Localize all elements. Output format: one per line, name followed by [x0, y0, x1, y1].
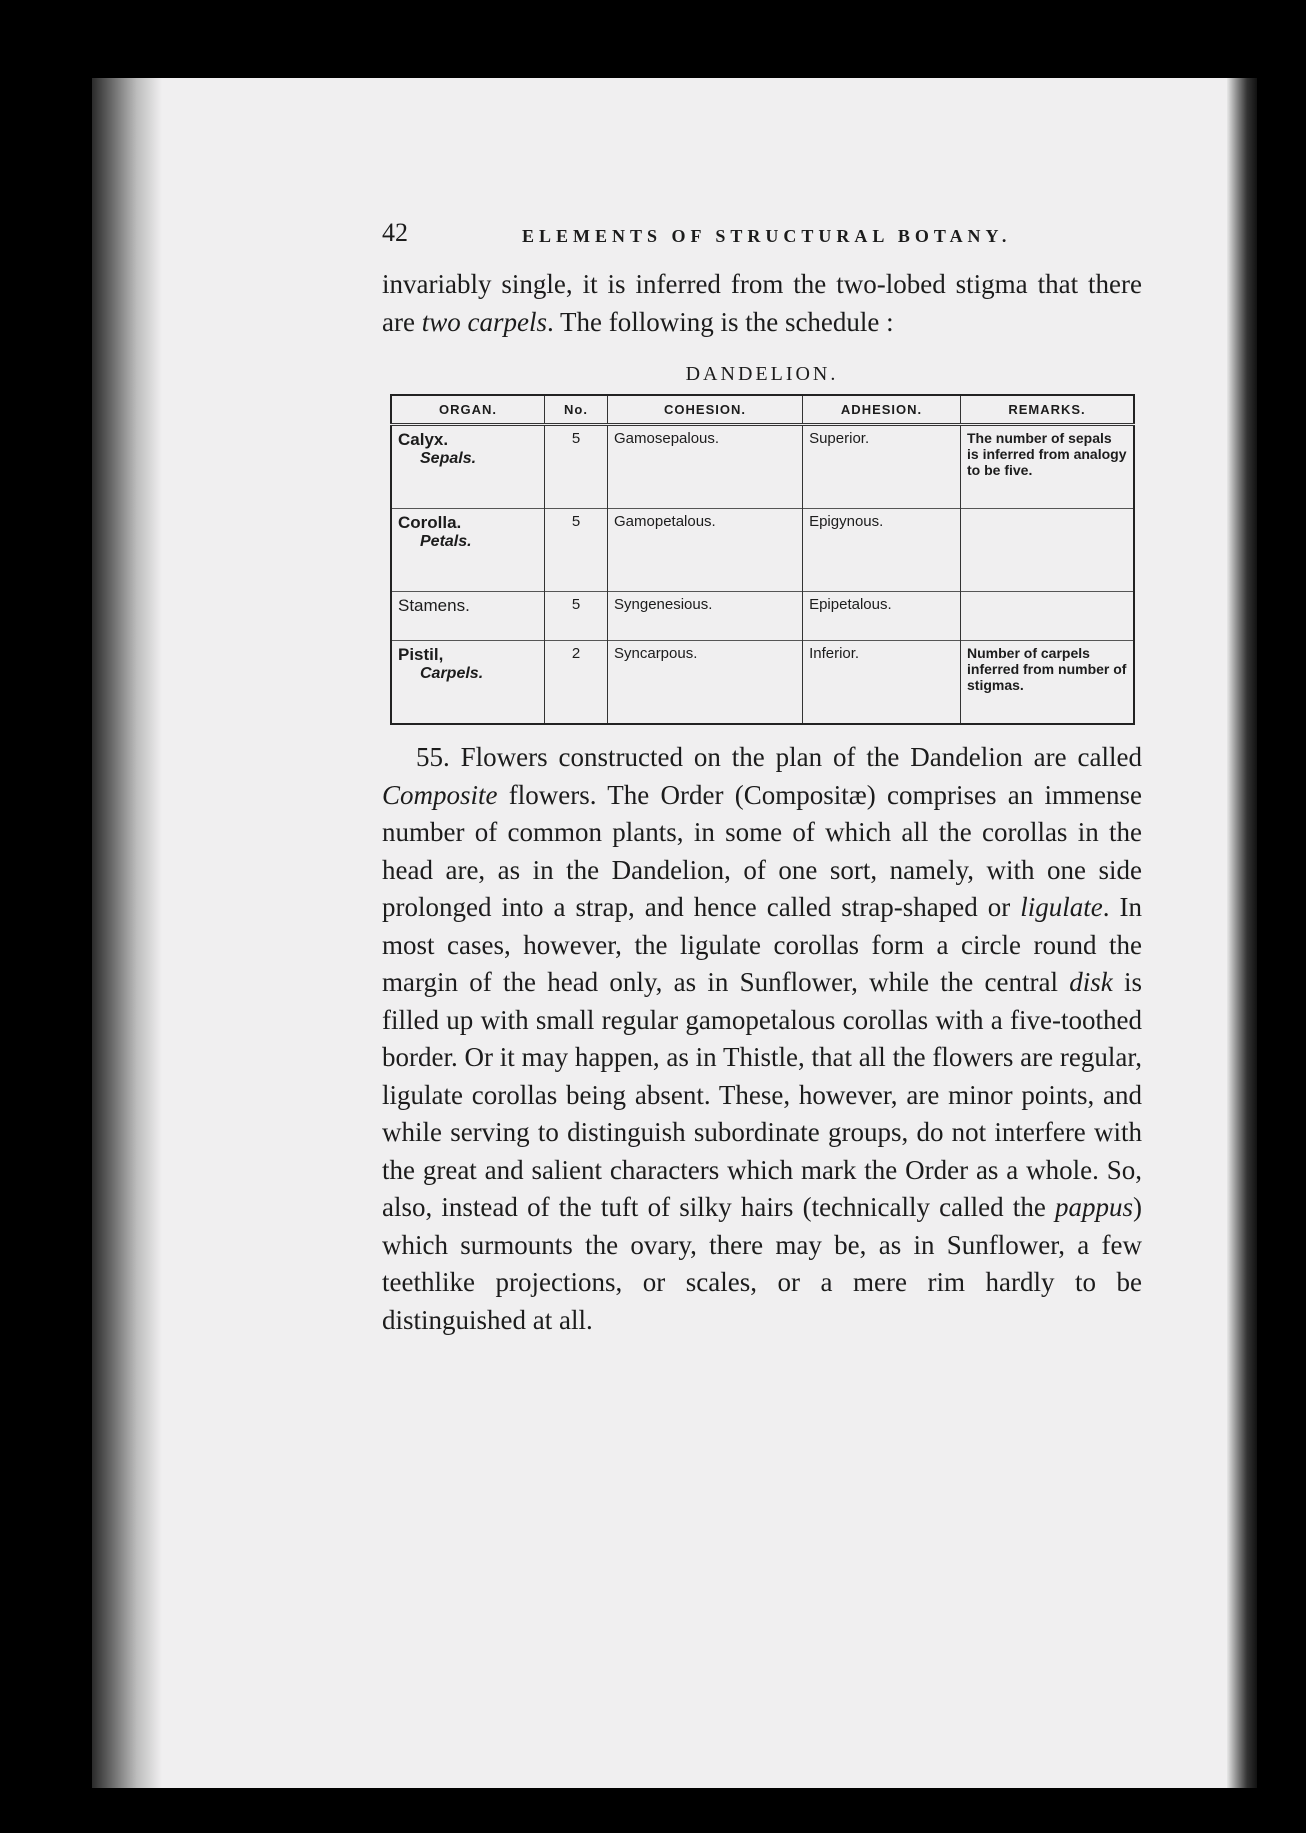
page-number: 42 — [382, 218, 408, 247]
intro-emphasis: two carpels — [421, 306, 547, 337]
adhesion-cell: Epipetalous. — [803, 592, 961, 641]
organ-part: Petals. — [420, 533, 472, 550]
page-edge-shadow — [1227, 78, 1257, 1788]
paragraph-text: 55. Flowers constructed on the plan of the Dandelion are called — [416, 742, 1142, 772]
organ-name: Calyx. — [398, 430, 449, 449]
table-row — [391, 425, 1134, 509]
paragraph-emphasis: pappus — [1054, 1192, 1133, 1222]
remarks-cell: The number of sepals is inferred from analogy to be five. — [961, 425, 1135, 509]
number-cell: 5 — [545, 425, 608, 509]
table-header-row — [391, 395, 1134, 425]
remarks-cell — [961, 592, 1135, 641]
paragraph-text: flowers. The Order (Compositæ) comprises an immense number of common plants, in some of which all the corollas in the head are, as in the Dandelion, of one sort, namely, with one side prolonged into a strap, and hence called strap-shaped or — [382, 779, 1142, 922]
paragraph-emphasis: disk — [1069, 967, 1113, 997]
page-content — [382, 218, 1142, 1339]
organ-part: Sepals. — [420, 450, 477, 467]
adhesion-cell: Superior. — [803, 425, 961, 509]
header-adhesion: ADHESION. — [803, 395, 961, 425]
table-row — [391, 509, 1134, 592]
organ-name: Stamens. — [398, 596, 470, 615]
paragraph-emphasis: ligulate — [1020, 892, 1103, 922]
schedule-table — [390, 394, 1135, 725]
running-head — [382, 218, 1142, 258]
number-cell: 5 — [545, 592, 608, 641]
table-row — [391, 592, 1134, 641]
book-page — [92, 78, 1257, 1788]
header-cohesion: COHESION. — [608, 395, 803, 425]
organ-part: Carpels. — [420, 665, 484, 682]
cohesion-cell: Gamosepalous. — [608, 425, 803, 509]
organ-cell — [391, 641, 545, 725]
intro-text: invariably single, it is inferred from the two-lobed stigma that there are — [382, 269, 1142, 337]
paragraph-text: is filled up with small regular gamopetalous corollas with a five-toothed border. Or it may happen, as in Thistle, that all the flowers are regular, ligulate corollas being absent. These, however, are minor points, and while serving to distinguish subordinate groups, do not interfere with the great and salient characters which mark the Order as a whole. So, also, instead of the tuft of silky hairs (technically called the — [382, 967, 1142, 1222]
paragraph-text: ) which surmounts the ovary, there may be, as in Sunflower, a few teethlike projections, or scales, or a mere rim hardly to be distinguished at all. — [382, 1192, 1142, 1335]
organ-cell — [391, 592, 545, 641]
adhesion-cell: Epigynous. — [803, 509, 961, 592]
header-organ: ORGAN. — [391, 395, 545, 425]
header-no: No. — [545, 395, 608, 425]
intro-paragraph — [382, 266, 1142, 341]
adhesion-cell: Inferior. — [803, 641, 961, 725]
paragraph-emphasis: Composite — [382, 779, 498, 810]
organ-name: Corolla. — [398, 513, 462, 532]
intro-text-end: . The following is the schedule : — [546, 306, 894, 337]
organ-cell — [391, 425, 545, 509]
remarks-cell: Number of carpels inferred from number of stigmas. — [961, 641, 1135, 725]
running-title: ELEMENTS OF STRUCTURAL BOTANY. — [522, 226, 1012, 246]
cohesion-cell: Gamopetalous. — [608, 509, 803, 592]
paragraph-text: . In most cases, however, the ligulate corollas form a circle round the margin of the head only, as in Sunflower, while the central — [382, 892, 1142, 997]
header-remarks: REMARKS. — [961, 395, 1135, 425]
organ-cell — [391, 509, 545, 592]
cohesion-cell: Syngenesious. — [608, 592, 803, 641]
paragraph-55 — [382, 739, 1142, 1339]
number-cell: 2 — [545, 641, 608, 725]
cohesion-cell: Syncarpous. — [608, 641, 803, 725]
remarks-cell — [961, 509, 1135, 592]
table-row — [391, 641, 1134, 725]
number-cell: 5 — [545, 509, 608, 592]
organ-name: Pistil, — [398, 645, 444, 664]
table-title: DANDELION. — [685, 363, 839, 385]
